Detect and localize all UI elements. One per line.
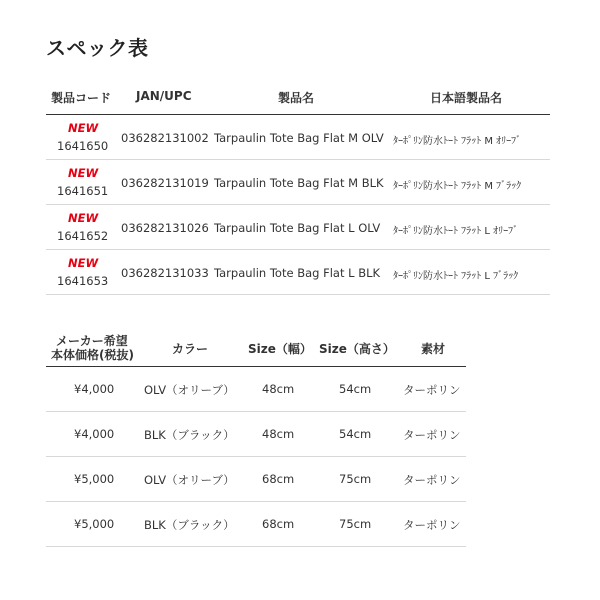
price: ¥4,000	[74, 382, 115, 396]
size-height: 75cm	[339, 472, 372, 486]
table-row	[46, 250, 550, 295]
header-price-line1: メーカー希望	[56, 334, 128, 348]
spec-table	[46, 330, 466, 547]
color: BLK（ブラック）	[144, 428, 235, 442]
table-row	[46, 502, 466, 547]
table-row	[46, 457, 466, 502]
header-size-height: Size（高さ）	[319, 342, 395, 356]
product-name: Tarpaulin Tote Bag Flat L BLK	[214, 266, 381, 280]
size-width: 68cm	[262, 472, 295, 486]
size-height: 75cm	[339, 517, 372, 531]
header-color: カラー	[172, 342, 209, 356]
product-code: 1641651	[57, 184, 109, 198]
product-code: 1641653	[57, 274, 109, 288]
color: OLV（オリーブ）	[144, 383, 235, 397]
size-width: 48cm	[262, 382, 295, 396]
product-code-table-header	[46, 80, 550, 115]
header-jan-upc: JAN/UPC	[136, 89, 192, 103]
price: ¥5,000	[74, 517, 115, 531]
new-badge: NEW	[68, 256, 99, 270]
japanese-product-name: ﾀｰﾎﾟﾘﾝ防水ﾄｰﾄ ﾌﾗｯﾄ L ﾌﾞﾗｯｸ	[393, 271, 519, 282]
size-width: 48cm	[262, 427, 295, 441]
size-height: 54cm	[339, 382, 372, 396]
product-code: 1641652	[57, 229, 109, 243]
jan-code: 036282131019	[121, 176, 209, 190]
spec-table-header	[46, 330, 466, 367]
material: ターポリン	[403, 428, 461, 442]
japanese-product-name: ﾀｰﾎﾟﾘﾝ防水ﾄｰﾄ ﾌﾗｯﾄ M ｵﾘｰﾌﾞ	[393, 136, 522, 147]
page-title: スペック表	[46, 36, 149, 60]
price: ¥5,000	[74, 472, 115, 486]
japanese-product-name: ﾀｰﾎﾟﾘﾝ防水ﾄｰﾄ ﾌﾗｯﾄ L ｵﾘｰﾌﾞ	[393, 226, 519, 237]
color: OLV（オリーブ）	[144, 473, 235, 487]
price: ¥4,000	[74, 427, 115, 441]
color: BLK（ブラック）	[144, 518, 235, 532]
japanese-product-name: ﾀｰﾎﾟﾘﾝ防水ﾄｰﾄ ﾌﾗｯﾄ M ﾌﾞﾗｯｸ	[393, 181, 522, 192]
product-name: Tarpaulin Tote Bag Flat M BLK	[214, 176, 384, 190]
table-row	[46, 160, 550, 205]
header-product-name: 製品名	[278, 91, 315, 105]
header-material: 素材	[421, 342, 446, 356]
jan-code: 036282131033	[121, 266, 209, 280]
product-code: 1641650	[57, 139, 109, 153]
table-row	[46, 367, 466, 412]
size-width: 68cm	[262, 517, 295, 531]
product-code-table	[46, 80, 550, 295]
product-name: Tarpaulin Tote Bag Flat L OLV	[214, 221, 381, 235]
material: ターポリン	[403, 473, 461, 487]
table-row	[46, 115, 550, 160]
material: ターポリン	[403, 383, 461, 397]
header-size-width: Size（幅）	[248, 342, 312, 356]
new-badge: NEW	[68, 211, 99, 225]
table-row	[46, 205, 550, 250]
size-height: 54cm	[339, 427, 372, 441]
material: ターポリン	[403, 518, 461, 532]
product-name: Tarpaulin Tote Bag Flat M OLV	[214, 131, 384, 145]
new-badge: NEW	[68, 121, 99, 135]
header-price-line2: 本体価格(税抜)	[51, 348, 134, 362]
header-product-code: 製品コード	[51, 91, 112, 105]
jan-code: 036282131002	[121, 131, 209, 145]
table-row	[46, 412, 466, 457]
header-japanese-product-name: 日本語製品名	[430, 91, 503, 105]
jan-code: 036282131026	[121, 221, 209, 235]
new-badge: NEW	[68, 166, 99, 180]
